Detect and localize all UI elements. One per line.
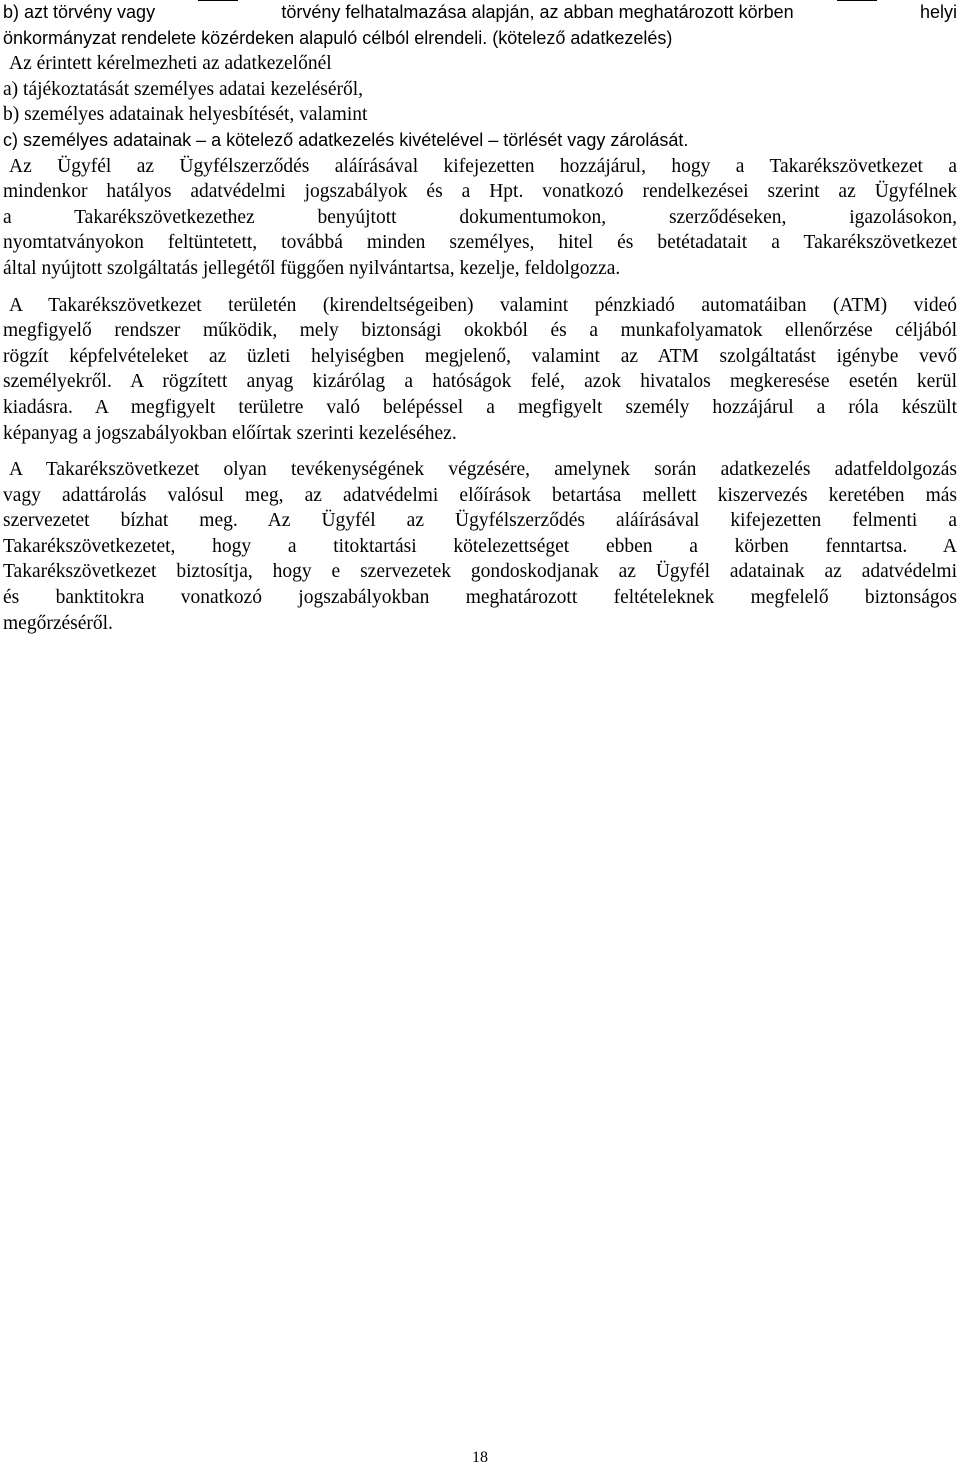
consent-line: a Takarékszövetkezethez benyújtott dokumentumokon, szerződéseken, igazolásokon, (3, 206, 957, 228)
outsourcing-paragraph (3, 457, 957, 636)
paragraph-spacer (3, 282, 957, 293)
surveillance-line: megfigyelő rendszer működik, mely biztonsági okokból és a munkafolyamatok ellenőrzése céljából (3, 320, 957, 342)
consent-line: Az Ügyfél az Ügyfélszerződés aláírásával kifejezetten hozzájárul, hogy a Takarékszövetkezet a (9, 155, 957, 177)
legal-basis-line-1-end: helyi (919, 2, 957, 22)
legal-basis-line-1-middle: törvény felhatalmazása alapján, az abban meghatározott körben (281, 2, 794, 22)
consent-line: nyomtatványokon feltüntetett, továbbá minden személyes, hitel és betétadatait a Takarékszövetkezet (3, 232, 957, 254)
rights-item-a: a) tájékoztatását személyes adatai kezeléséről, (3, 78, 364, 100)
dash-rule-right (837, 0, 877, 26)
outsourcing-line: vagy adattárolás valósul meg, az adatvédelmi előírások betartása mellett kiszervezés keretében más (3, 484, 957, 506)
rights-item-b: b) személyes adatainak helyesbítését, valamint (3, 104, 368, 126)
legal-basis-line-1 (3, 0, 957, 26)
consent-paragraph (3, 154, 957, 282)
rights-item-c: c) személyes adatainak – a kötelező adatkezelés kivételével – törlését vagy zárolását. (3, 129, 689, 150)
outsourcing-line: megőrzéséről. (3, 612, 113, 634)
document-page (3, 0, 957, 636)
surveillance-line: személyekről. A rögzített anyag kizárólag a hatóságok felé, azok hivatalos megkeresése esetén kerül (3, 371, 957, 393)
surveillance-line: A Takarékszövetkezet területén (kirendeltségeiben) valamint pénzkiadó automatáiban (ATM) videó (9, 294, 957, 316)
video-surveillance-paragraph (3, 293, 957, 447)
legal-basis-line-2: önkormányzat rendelete közérdeken alapuló célból elrendeli. (kötelező adatkezelés) (3, 27, 673, 48)
surveillance-line: rögzít képfelvételeket az üzleti helyiségben megjelenő, valamint az ATM szolgáltatást igénybe vevő (3, 345, 957, 367)
consent-line: által nyújtott szolgáltatás jellegétől függően nyilvántartsa, kezelje, feldolgozza. (3, 257, 621, 279)
outsourcing-line: Takarékszövetkezetet, hogy a titoktartási kötelezettséget ebben a körben fenntartsa. A (3, 535, 957, 557)
page-number: 18 (472, 1449, 488, 1466)
rights-list (3, 51, 957, 153)
legal-basis-line-1-start: b) azt törvény vagy (3, 2, 156, 22)
rights-intro: Az érintett kérelmezheti az adatkezelőnél (9, 53, 332, 75)
surveillance-line: képanyag a jogszabályokban előírtak szerinti kezeléséhez. (3, 422, 457, 444)
surveillance-line: kiadásra. A megfigyelt területre való belépéssel a megfigyelt személy hozzájárul a róla készült (3, 396, 957, 418)
dash-rule-left (198, 0, 238, 26)
outsourcing-line: és banktitokra vonatkozó jogszabályokban meghatározott feltételeknek megfelelő biztonságos (3, 587, 957, 609)
outsourcing-line: szervezetet bízhat meg. Az Ügyfél az Ügyfélszerződés aláírásával kifejezetten felmenti a (3, 510, 957, 532)
paragraph-spacer (3, 446, 957, 457)
outsourcing-line: A Takarékszövetkezet olyan tevékenységének végzésére, amelynek során adatkezelés adatfeldolgozás (9, 459, 957, 481)
outsourcing-line: Takarékszövetkezet biztosítja, hogy e szervezetek gondoskodjanak az Ügyfél adatainak az adatvédelmi (3, 561, 957, 583)
legal-basis-block (3, 0, 957, 51)
consent-line: mindenkor hatályos adatvédelmi jogszabályok és a Hpt. vonatkozó rendelkezései szerint az Ügyfélnek (3, 181, 957, 203)
